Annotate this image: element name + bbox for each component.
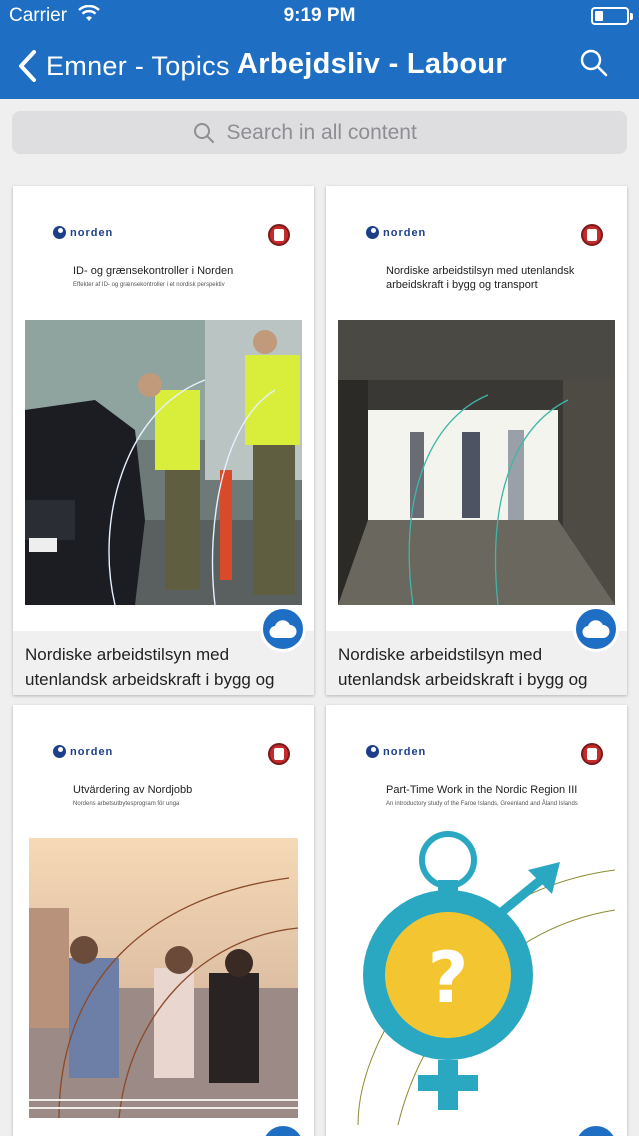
publication-title: Nordiske arbeidstilsyn med utenlandsk arbeidskraft i bygg og — [326, 631, 627, 695]
svg-text:?: ? — [427, 937, 469, 1019]
carrier-label: Carrier — [9, 5, 68, 26]
back-button[interactable] — [16, 46, 230, 86]
cover-photo — [29, 838, 298, 1118]
publication-cover — [13, 186, 314, 631]
cover-illustration — [338, 830, 615, 1125]
cover-subtitle: Nordens arbetsutbytesprogram för unga — [73, 801, 180, 807]
cloud-download-icon[interactable] — [260, 606, 306, 652]
publication-card[interactable] — [326, 705, 627, 1136]
publication-cover — [326, 705, 627, 1136]
cover-title: Nordiske arbeidstilsyn med utenlandsk arbeidskraft i bygg og transport — [386, 265, 575, 291]
publication-title: Nordiske arbeidstilsyn med utenlandsk arbeidskraft i bygg og — [13, 631, 314, 695]
cover-photo — [25, 320, 302, 605]
cover-subtitle: An introductory study of the Faroe Islands, Greenland and Åland Islands — [386, 801, 578, 807]
publication-card[interactable] — [13, 186, 314, 695]
cover-title: Utvärdering av Nordjobb — [73, 784, 193, 796]
emblem-icon — [268, 224, 290, 246]
cover-title: ID- og grænsekontroller i Norden — [73, 265, 234, 277]
battery-icon — [591, 7, 629, 25]
emblem-icon — [268, 743, 290, 765]
clock: 9:19 PM — [283, 5, 356, 26]
search-icon[interactable] — [579, 48, 609, 78]
publisher-logo: norden — [366, 745, 426, 758]
status-bar — [0, 0, 639, 32]
publication-card[interactable] — [13, 705, 314, 1136]
page-title: Arbejdsliv - Labour — [237, 48, 507, 80]
navigation-bar — [0, 0, 639, 99]
publisher-logo: norden — [53, 226, 113, 239]
search-icon — [193, 122, 215, 144]
cover-photo — [338, 320, 615, 605]
back-label: Emner - Topics — [46, 50, 230, 81]
search-input[interactable] — [227, 121, 447, 145]
search-bar[interactable] — [12, 111, 627, 154]
publication-cover — [326, 186, 627, 631]
publication-cover — [13, 705, 314, 1136]
publisher-logo: norden — [366, 226, 426, 239]
emblem-icon — [581, 743, 603, 765]
chevron-left-icon — [16, 49, 38, 83]
cover-title: Part-Time Work in the Nordic Region III — [386, 784, 578, 796]
publication-card[interactable] — [326, 186, 627, 695]
cover-subtitle: Effekter af ID- og grænsekontroller i et nordisk perspektiv — [73, 282, 225, 288]
publisher-logo: norden — [53, 745, 113, 758]
emblem-icon — [581, 224, 603, 246]
cloud-download-icon[interactable] — [573, 606, 619, 652]
